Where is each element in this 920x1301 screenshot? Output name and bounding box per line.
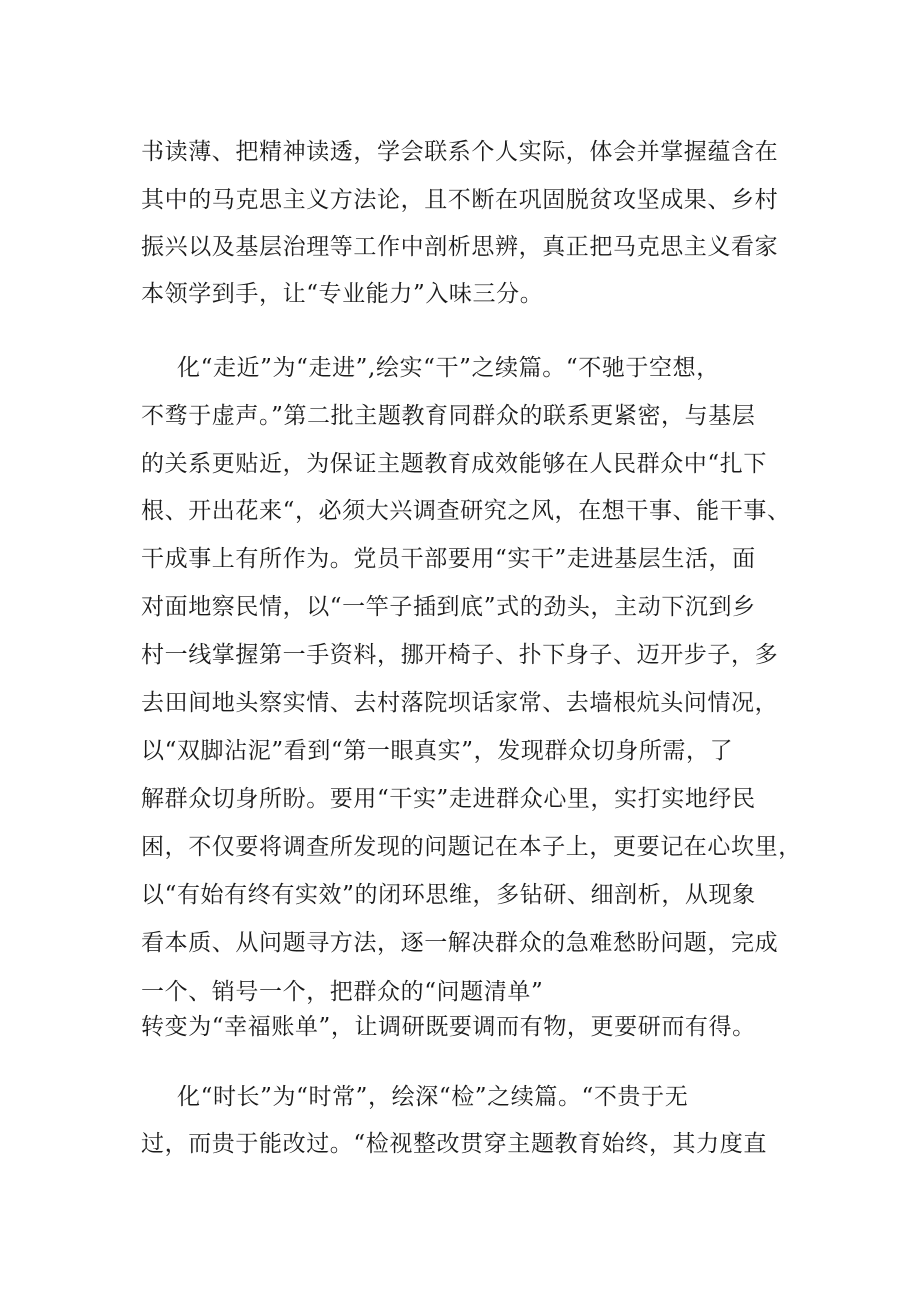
text-line: 去田间地头察实情、去村落院坝话家常、去墙根炕头问情况，	[141, 690, 779, 716]
text-line: 干成事上有所作为。党员干部要用“实干”走进基层生活，面	[141, 546, 756, 572]
text-line: 转变为“幸福账单”，让调研既要调而有物，更要研而有得。	[141, 1014, 756, 1040]
text-line: 不骛于虚声。”第二批主题教育同群众的联系更紧密，与基层	[141, 403, 756, 429]
text-line: 对面地察民情，以“一竿子插到底”式的劲头，主动下沉到乡	[141, 594, 756, 620]
text-line: 本领学到手，让“专业能力”入味三分。	[141, 281, 544, 307]
text-line: 解群众切身所盼。要用“干实”走进群众心里，实打实地纾民	[141, 786, 756, 812]
text-line: 以“双脚沾泥”看到“第一眼真实”，发现群众切身所需，了	[141, 738, 734, 764]
text-line: 过，而贵于能改过。“检视整改贯穿主题教育始终，其力度直	[141, 1131, 767, 1157]
text-line: 看本质、从问题寻方法，逐一解决群众的急难愁盼问题，完成	[141, 930, 779, 956]
text-line: 其中的马克思主义方法论，且不断在巩固脱贫攻坚成果、乡村	[141, 187, 779, 213]
text-line: 书读薄、把精神读透，学会联系个人实际，体会并掌握蕴含在	[141, 139, 779, 165]
text-line: 化“时长”为“时常”，绘深“检”之续篇。“不贵于无	[177, 1084, 689, 1110]
text-line: 一个、销号一个，把群众的“问题清单”	[141, 979, 544, 1005]
text-line: 的关系更贴近，为保证主题教育成效能够在人民群众中“扎下	[141, 451, 767, 477]
text-line: 振兴以及基层治理等工作中剖析思辨，真正把马克思主义看家	[141, 234, 779, 260]
text-line: 困，不仅要将调查所发现的问题记在本子上，更要记在心坎里，	[141, 834, 802, 860]
text-line: 村一线掌握第一手资料，挪开椅子、扑下身子、迈开步子，多	[141, 642, 779, 668]
text-line: 化“走近”为“走进”,绘实“干”之续篇。“不驰于空想，	[177, 355, 720, 381]
text-line: 根、开出花来“，必须大兴调查研究之风，在想干事、能干事、	[141, 498, 791, 524]
text-line: 以“有始有终有实效”的闭环思维，多钻研、细剖析，从现象	[141, 882, 756, 908]
